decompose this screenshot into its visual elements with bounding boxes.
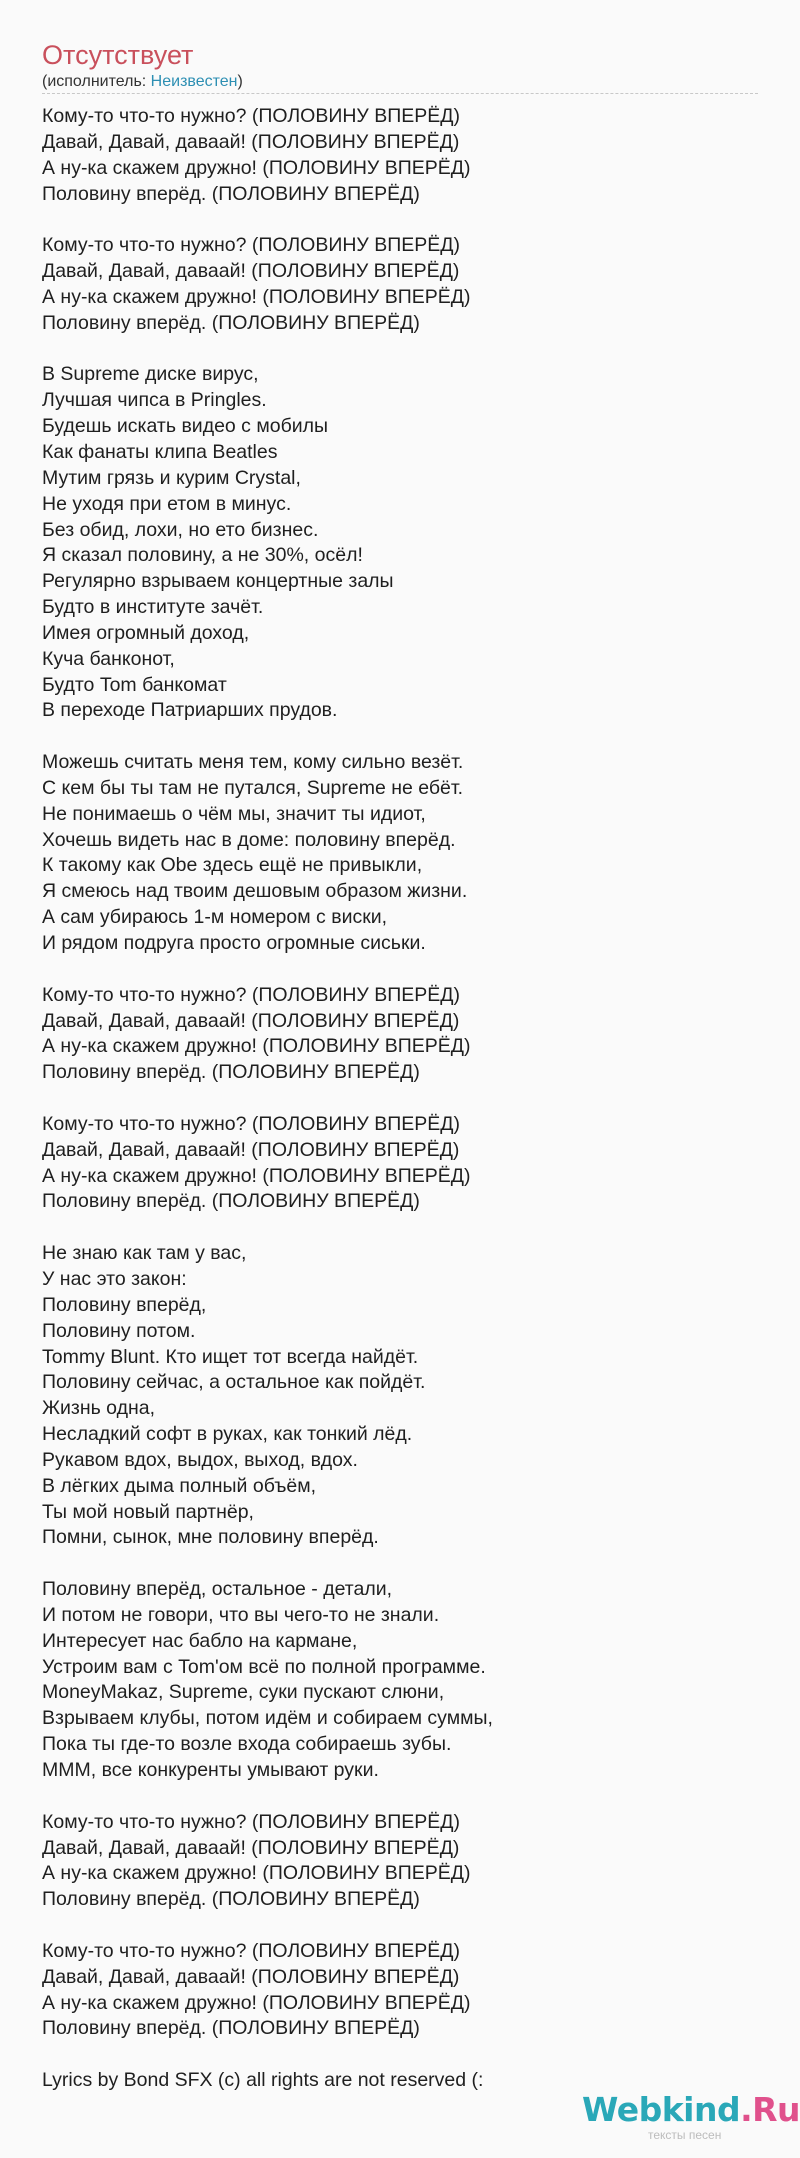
lyric-line: А сам убираюсь 1-м номером с виски,: [42, 906, 388, 929]
lyric-line: MoneyMakaz, Supreme, суки пускают слюни,: [42, 1681, 445, 1704]
lyric-line: Половину сейчас, а остальное как пойдёт.: [42, 1371, 426, 1394]
lyric-line: Регулярно взрываем концертные залы: [42, 570, 394, 593]
lyric-line: Лучшая чипса в Pringles.: [42, 389, 267, 412]
lyric-line: Ты мой новый партнёр,: [42, 1500, 254, 1523]
artist-line: [42, 73, 243, 91]
lyric-line: Как фанаты клипа Beatles: [42, 440, 278, 463]
lyric-line: Я сказал половину, а не 30%, осёл!: [42, 544, 363, 567]
lyric-line: И потом не говори, что вы чего-то не знали.: [42, 1603, 440, 1626]
lyric-line: Половину вперёд, остальное - детали,: [42, 1578, 393, 1601]
lyric-line: Lyrics by Bond SFX (c) all rights are not reserved (:: [42, 2069, 484, 2092]
lyric-line: Интересует нас бабло на кармане,: [42, 1629, 358, 1652]
stanza-break: [42, 724, 758, 750]
artist-link[interactable]: Неизвестен: [150, 73, 238, 90]
lyric-line: МММ, все конкуренты умывают руки.: [42, 1759, 379, 1781]
lyric-line: Несладкий софт в руках, как тонкий лёд.: [42, 1423, 413, 1446]
lyric-line: И рядом подруга просто огромные сиськи.: [42, 932, 426, 954]
lyric-line: С кем бы ты там не путался, Supreme не ебёт.: [42, 776, 464, 799]
lyric-line: Можешь считать меня тем, кому сильно везёт.: [42, 751, 464, 774]
lyric-line: Не знаю как там у вас,: [42, 1242, 247, 1265]
lyric-line: Половину вперёд. (ПОЛОВИНУ ВПЕРЁД): [42, 182, 420, 205]
logo-tagline: тексты песен: [648, 2128, 722, 2142]
lyric-line: Помни, сынок, мне половину вперёд.: [42, 1526, 379, 1549]
lyric-line: Половину вперёд. (ПОЛОВИНУ ВПЕРЁД): [42, 311, 420, 334]
stanza-break: [42, 1913, 758, 1939]
lyric-line: Будто Tom банкомат: [42, 673, 227, 696]
lyric-line: К такому как Obe здесь ещё не привыкли,: [42, 854, 423, 877]
stanza-break: [42, 957, 758, 983]
logo-name: Webkind: [582, 2090, 741, 2129]
lyric-line: А ну-ка скажем дружно! (ПОЛОВИНУ ВПЕРЁД): [42, 285, 471, 308]
stanza-break: [42, 1215, 758, 1241]
lyric-line: Кому-то что-то нужно? (ПОЛОВИНУ ВПЕРЁД): [42, 983, 460, 1006]
lyric-line: У нас это закон:: [42, 1267, 187, 1290]
lyric-line: Давай, Давай, даваай! (ПОЛОВИНУ ВПЕРЁД): [42, 1138, 460, 1161]
lyric-line: Будешь искать видео с мобилы: [42, 415, 329, 438]
lyric-line: Устроим вам с Tom'ом всё по полной программе.: [42, 1655, 486, 1678]
lyric-line: Хочешь видеть нас в доме: половину вперёд.: [42, 828, 456, 851]
webkind-logo[interactable]: [582, 2090, 800, 2142]
lyric-line: В переходе Патриарших прудов.: [42, 699, 338, 722]
lyric-line: А ну-ка скажем дружно! (ПОЛОВИНУ ВПЕРЁД): [42, 1164, 471, 1187]
lyric-line: Мутим грязь и курим Crystal,: [42, 466, 301, 489]
lyric-line: В лёгких дыма полный объём,: [42, 1474, 317, 1497]
lyric-line: Половину вперёд,: [42, 1293, 207, 1316]
lyric-line: В Supreme диске вирус,: [42, 363, 259, 386]
lyric-line: Tommy Blunt. Кто ищет тот всегда найдёт.: [42, 1345, 419, 1368]
song-title: Отсутствует: [42, 40, 194, 70]
lyric-line: Давай, Давай, даваай! (ПОЛОВИНУ ВПЕРЁД): [42, 130, 460, 153]
artist-suffix: ): [237, 73, 243, 90]
lyric-line: Кому-то что-то нужно? (ПОЛОВИНУ ВПЕРЁД): [42, 1112, 460, 1135]
lyric-line: Будто в институте зачёт.: [42, 596, 264, 619]
stanza-break: [42, 1086, 758, 1112]
stanza-break: [42, 207, 758, 233]
lyric-line: А ну-ка скажем дружно! (ПОЛОВИНУ ВПЕРЁД): [42, 1035, 471, 1058]
lyric-line: Кому-то что-то нужно? (ПОЛОВИНУ ВПЕРЁД): [42, 1939, 460, 1962]
lyric-line: А ну-ка скажем дружно! (ПОЛОВИНУ ВПЕРЁД): [42, 156, 471, 179]
lyric-line: Взрываем клубы, потом идём и собираем суммы,: [42, 1707, 493, 1730]
lyric-line: Не уходя при етом в минус.: [42, 492, 292, 515]
stanza-break: [42, 2042, 758, 2068]
lyric-line: Не понимаешь о чём мы, значит ты идиот,: [42, 802, 426, 825]
lyric-line: Жизнь одна,: [42, 1397, 156, 1420]
logo-wordmark: [582, 2090, 800, 2129]
lyric-line: Кому-то что-то нужно? (ПОЛОВИНУ ВПЕРЁД): [42, 105, 460, 127]
stanza-break: [42, 1784, 758, 1810]
lyric-line: Половину вперёд. (ПОЛОВИНУ ВПЕРЁД): [42, 1190, 420, 1213]
lyric-line: Половину вперёд. (ПОЛОВИНУ ВПЕРЁД): [42, 2017, 420, 2040]
lyric-line: Давай, Давай, даваай! (ПОЛОВИНУ ВПЕРЁД): [42, 1965, 460, 1988]
lyric-line: Кому-то что-то нужно? (ПОЛОВИНУ ВПЕРЁД): [42, 234, 460, 257]
lyric-line: Без обид, лохи, но ето бизнес.: [42, 518, 319, 541]
title-divider: [42, 93, 758, 94]
lyric-line: Давай, Давай, даваай! (ПОЛОВИНУ ВПЕРЁД): [42, 260, 460, 283]
lyric-line: Половину потом.: [42, 1319, 196, 1342]
lyric-line: Половину вперёд. (ПОЛОВИНУ ВПЕРЁД): [42, 1888, 420, 1911]
stanza-break: [42, 337, 758, 363]
lyric-line: Имея огромный доход,: [42, 621, 250, 644]
lyric-line: А ну-ка скажем дружно! (ПОЛОВИНУ ВПЕРЁД): [42, 1991, 471, 2014]
lyric-line: Давай, Давай, даваай! (ПОЛОВИНУ ВПЕРЁД): [42, 1009, 460, 1032]
lyric-line: Давай, Давай, даваай! (ПОЛОВИНУ ВПЕРЁД): [42, 1836, 460, 1859]
lyrics-text: [42, 104, 758, 2094]
lyric-line: Рукавом вдох, выдох, выход, вдох.: [42, 1448, 358, 1471]
lyric-line: А ну-ка скажем дружно! (ПОЛОВИНУ ВПЕРЁД): [42, 1862, 471, 1885]
lyric-line: Куча банконот,: [42, 647, 175, 670]
lyric-line: Пока ты где-то возле входа собираешь зубы.: [42, 1733, 452, 1756]
lyric-line: Половину вперёд. (ПОЛОВИНУ ВПЕРЁД): [42, 1061, 420, 1084]
logo-tld: .Ru: [740, 2090, 800, 2129]
stanza-break: [42, 1551, 758, 1577]
lyric-line: Кому-то что-то нужно? (ПОЛОВИНУ ВПЕРЁД): [42, 1810, 460, 1833]
lyric-line: Я смеюсь над твоим дешовым образом жизни.: [42, 880, 468, 903]
artist-prefix: (исполнитель:: [42, 73, 151, 90]
